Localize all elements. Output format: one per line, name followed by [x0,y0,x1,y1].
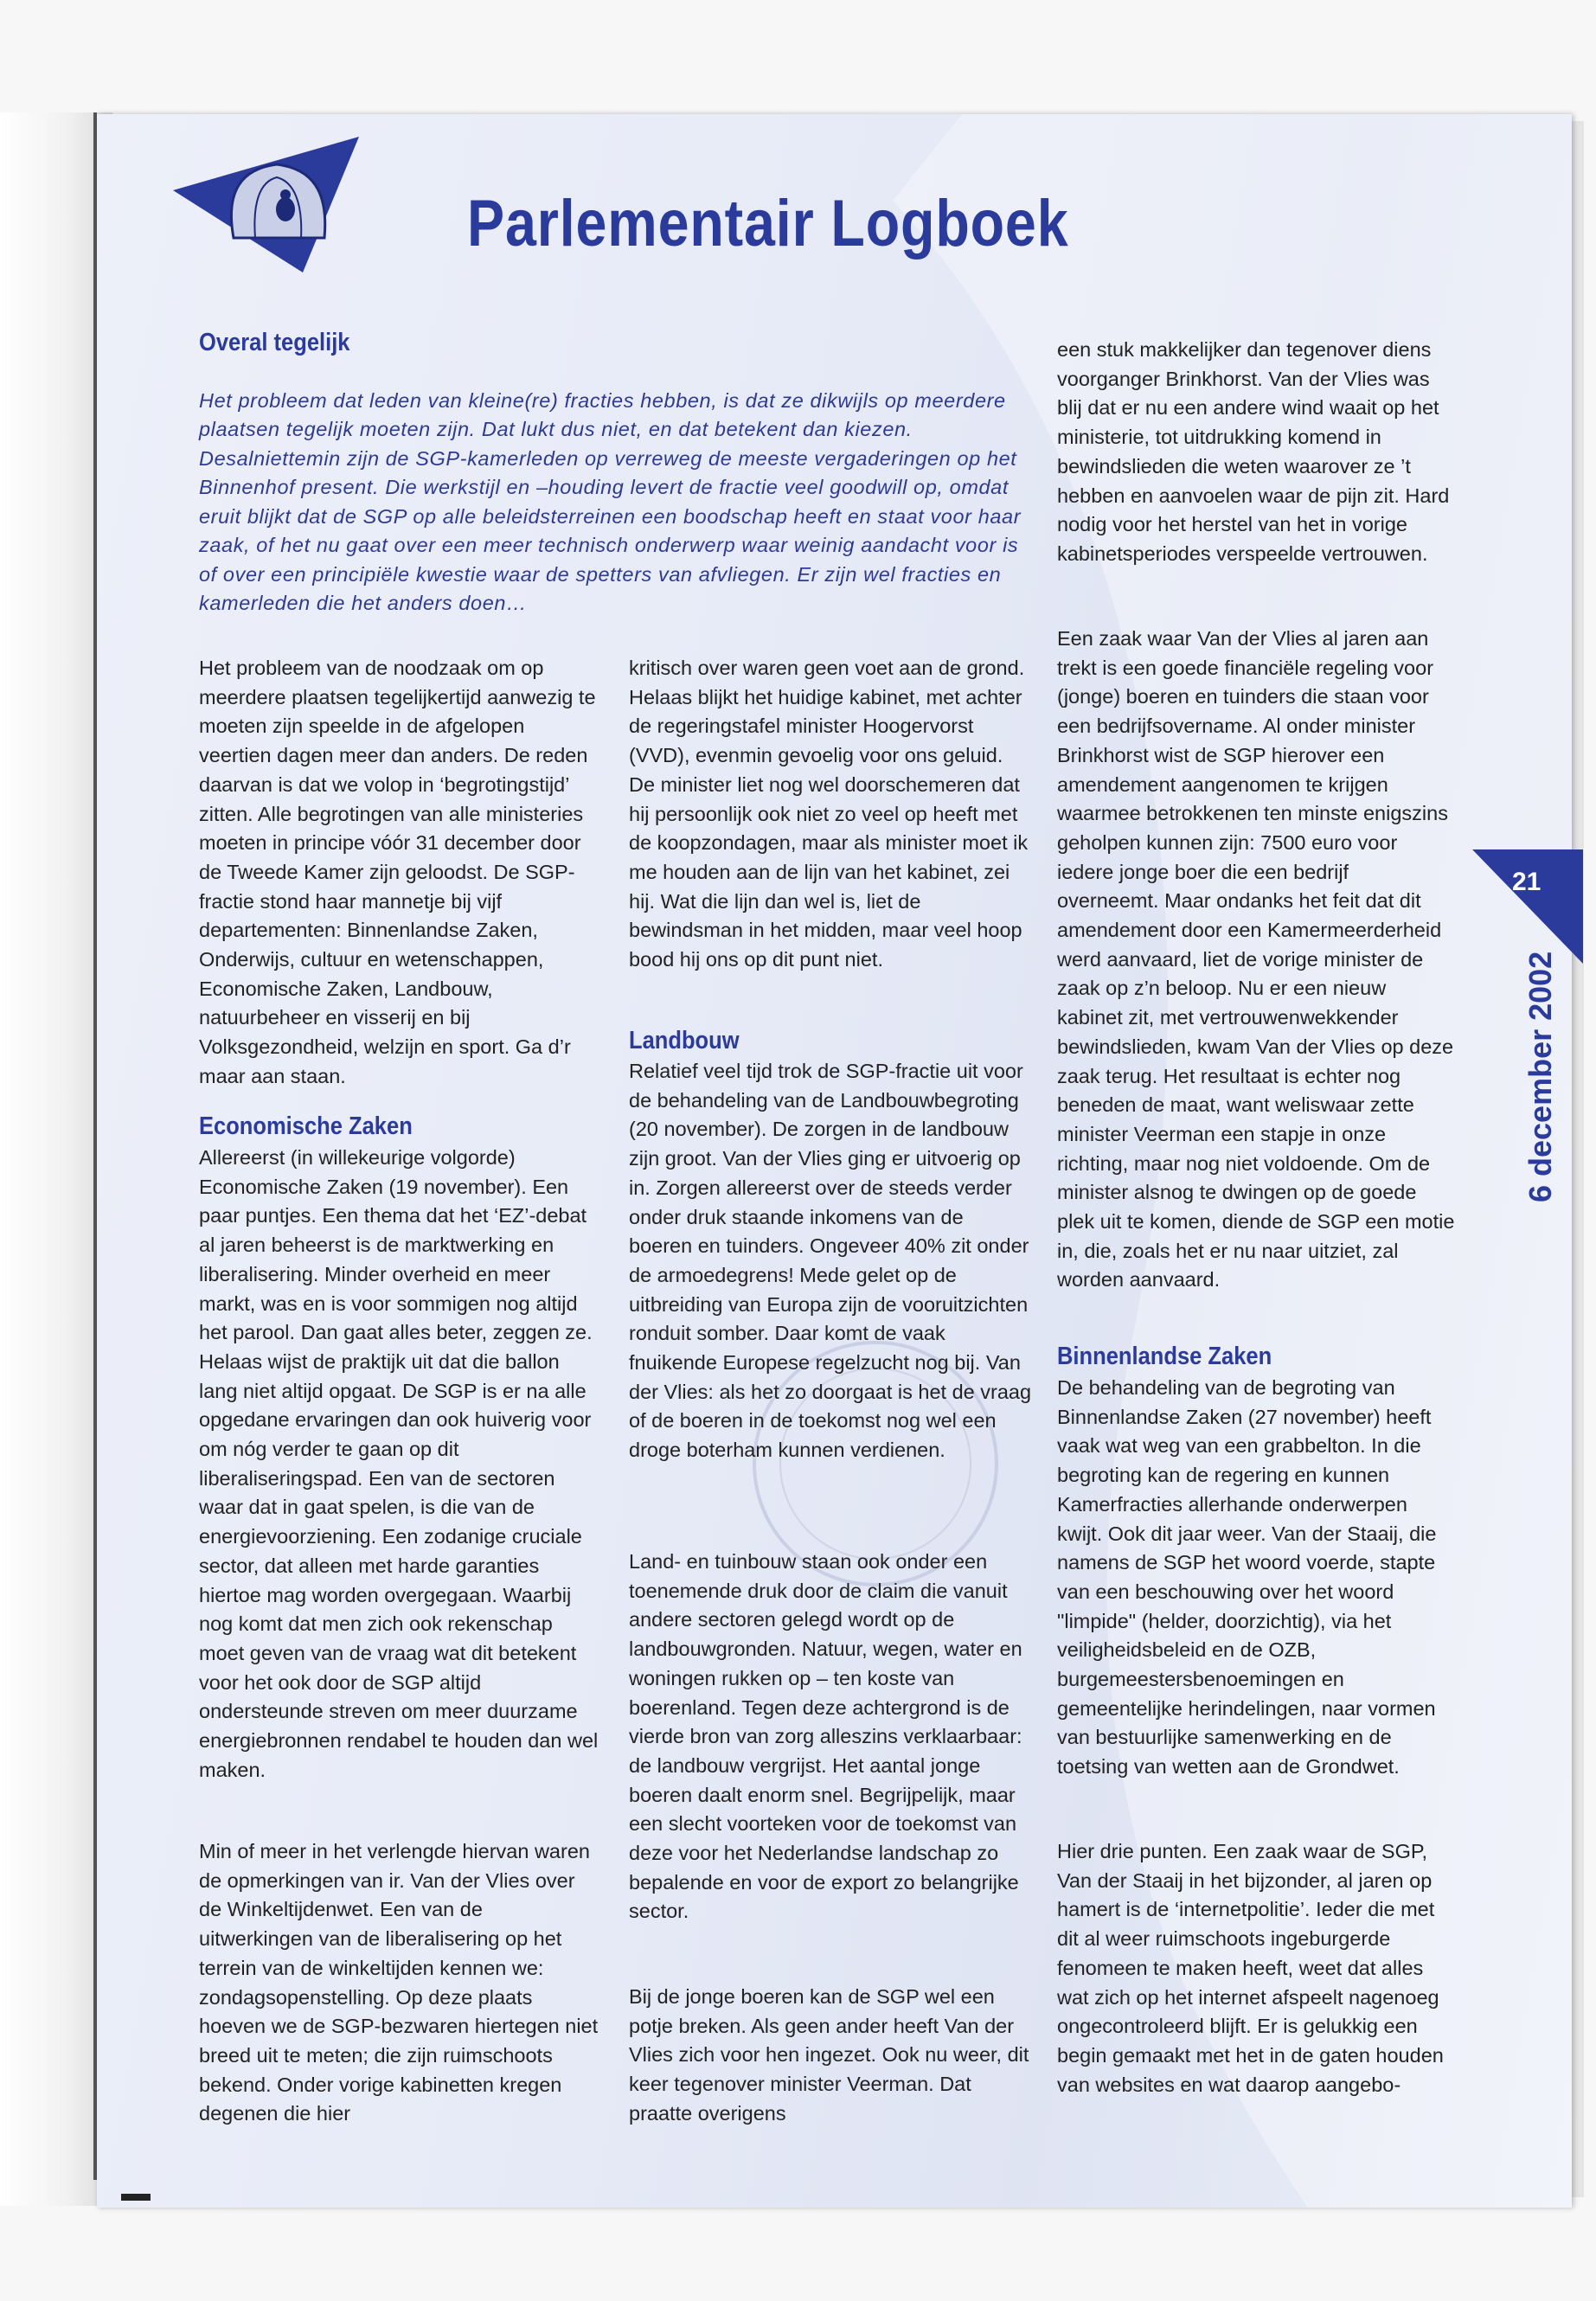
section-heading-economische: Economische Zaken [199,1112,413,1140]
shield-emblem-icon [173,130,381,277]
section-heading-landbouw: Landbouw [629,1027,740,1054]
body-paragraph: Allereerst (in willekeurige volgorde) Economische Zaken (19 november). Een paar puntjes. Een thema dat het ‘EZ’-debat al jaren beheerst is de marktwerking en liberalisering. Minder overheid en meer markt, was en is voor sommigen nog altijd het parool. Dan gaat alles beter, zeggen ze. Helaas wijst de praktijk uit dat die ballon lang niet altijd opgaat. De SGP is er na alle opgedane ervaringen dan ook huiverig voor om nóg verder te gaan op dit liberaliseringspad. Een van de sectoren waar dat in gaat spelen, is die van de energievoorziening. Een zodanige cruciale sector, dat alleen met harde garanties hiertoe mag worden overgegaan. Waarbij nog komt dat men zich ook rekenschap moet geven van de vraag wat dit betekent voor het ook door de SGP altijd ondersteunde streven om meer duurzame energiebronnen rendabel te houden dan wel maken. [199,1146,599,1781]
body-paragraph: Een zaak waar Van der Vlies al jaren aan trekt is een goede financiële regeling voor (jonge) boeren en tuinders die staan voor een bedrijfsovername. Al onder minister Brinkhorst wist de SGP hierover een amendement aangenomen te krijgen waarmee betrokkenen ten minste enigszins geholpen kunnen zijn: 7500 euro voor iedere jonge boer die een bedrijf overneemt. Maar ondanks het feit dat dit amendement door een Kamermeerderheid werd aanvaard, liet de vorige minister de zaak op z’n beloop. Nu er een nieuw kabinet zit, met vertrouwenwekkender bewindslieden, kwam Van der Vlies op deze zaak terug. Het resultaat is echter nog beneden de maat, want weliswaar zette minister Veerman een stapje in onze richting, maar nog niet voldoende. Om de minister alsnog te dwingen op de goede plek uit te komen, diende de SGP een motie in, die, zoals het er nu naar uitziet, zal worden aanvaard. [1057,627,1455,1292]
page-edge [1572,121,1584,2197]
body-paragraph: Relatief veel tijd trok de SGP-fractie uit voor de behandeling van de Landbouwbegroting (20 november). De zorgen in de landbouw zijn groot. Van der Vlies ging er uitvoerig op in. Zorgen allereerst over de steeds verder onder druk staande inkomens van de boeren en tuinders. Ongeveer 40% zit onder de armoedegrens! Mede gelet op de uitbreiding van Europa zijn de vooruitzichten ronduit somber. Daar komt de vaak fnuikende Europese regelzucht nog bij. Van der Vlies: als het zo doorgaat is het de vraag of de boeren in de toekomst nog wel een droge boterham kunnen verdienen. [629,1060,1032,1462]
page-number: 21 [1512,868,1542,896]
page-title: Parlementair Logboek [467,187,1069,260]
section-heading-binnenlandse: Binnenlandse Zaken [1057,1343,1272,1370]
issue-date: 6 december 2002 [1522,951,1558,1202]
body-paragraph: Hier drie punten. Een zaak waar de SGP, Van der Staaij in het bijzonder, al jaren op hamert is de ‘internetpolitie’. Ieder die met dit al weer ruimschoots ingeburgerde fenomeen te maken heeft, weet dat alles wat zich op het internet afspeelt nagenoeg ongecontroleerd blijft. Er is gelukkig een begin gemaakt met het in de gaten houden van websites en wat daarop aangebo- [1057,1840,1444,2096]
body-paragraph: Min of meer in het verlengde hiervan waren de opmerkingen van ir. Van der Vlies over de Winkeltijdenwet. Een van de uitwerkingen van de liberalisering op het terrein van de winkeltijden kennen we: zondagsopenstelling. Op deze plaats hoeven we de SGP-bezwaren hiertegen niet breed uit te meten; die zijn ruimschoots bekend. Onder vorige kabinetten kregen degenen die hier [199,1840,599,2125]
body-paragraph: een stuk makkelijker dan tegenover diens voorganger Brinkhorst. Van der Vlies was blij dat er nu een andere wind waait op het ministerie, tot uitdrukking komend in bewindslieden die weten waarover ze ’t hebben en aanvoelen waar de pijn zit. Hard nodig voor het herstel van het in vorige kabinetsperiodes verspeelde vertrouwen. [1057,338,1450,565]
body-paragraph: Land- en tuinbouw staan ook onder een toenemende druk door de claim die vanuit andere sectoren gelegd wordt op de landbouwgronden. Natuur, wegen, water en woningen rukken op – ten koste van boerenland. Tegen deze achtergrond is de vierde bron van zorg alleszins verklaarbaar: de landbouw vergrijst. Het aantal jonge boeren daalt enorm snel. Begrijpelijk, maar een slecht voorteken voor de toekomst van deze voor het Nederlandse landschap zo bepalende en voor de export zo belangrijke sector. [629,1550,1022,1923]
section-heading-overal: Overal tegelijk [199,329,350,356]
body-paragraph: Het probleem van de noodzaak om op meerdere plaatsen tegelijkertijd aanwezig te moeten zijn speelde in de afgelopen veertien dagen meer dan anders. De reden daarvan is dat we volop in ‘begrotingstijd’ zitten. Alle begrotingen van alle ministeries moeten in principe vóór 31 december door de Tweede Kamer zijn geloodst. De SGP-fractie stond haar mannetje bij vijf departementen: Binnenlandse Zaken, Onderwijs, cultuur en wetenschappen, Economische Zaken, Landbouw, natuurbeheer en visserij en bij Volksgezondheid, welzijn en sport. Ga d’r maar aan staan. [199,657,596,1087]
body-paragraph: De behandeling van de begroting van Binnenlandse Zaken (27 november) heeft vaak wat weg van een grabbelton. In die begroting kan de regering en kunnen Kamerfracties allerhande onderwerpen kwijt. Ook dit jaar weer. Van der Staaij, die namens de SGP het woord voerde, stapte van een beschouwing over het woord "limpide" (helder, doorzichtig), via het veiligheidsbeleid en de OZB, burgemeestersbenoemingen en gemeentelijke herindelingen, naar vormen van bestuurlijke samenwerking en de toetsing van wetten aan de Grondwet. [1057,1376,1437,1779]
page-number-tab [1472,849,1583,964]
body-paragraph: kritisch over waren geen voet aan de grond. Helaas blijkt het huidige kabinet, met achter de regeringstafel minister Hoogervorst (VVD), evenmin gevoelig voor ons geluid. De minister liet nog wel doorschemeren dat hij persoonlijk ook niet zo veel op heeft met de koopzondagen, maar als minister moet ik me houden aan de lijn van het kabinet, zei hij. Wat die lijn dan wel is, liet de bewindsman in het midden, maar veel hoop bood hij ons op dit punt niet. [629,657,1029,971]
intro-paragraph: Het probleem dat leden van kleine(re) fracties hebben, is dat ze dikwijls op meerdere plaatsen tegelijk moeten zijn. Dat lukt dus niet, en dat betekent dan kiezen. Desalniettemin zijn de SGP-kamerleden op verreweg de meeste vergaderingen op het Binnenhof present. Die werkstijl en –houding levert de fractie veel goodwill op, omdat eruit blijkt dat de SGP op alle beleidsterreinen een boodschap heeft en staat voor haar zaak, of het nu gaat over een meer technisch onderwerp waar weinig aandacht voor is of over een principiële kwestie waar de spetters van afvliegen. Er zijn wel fracties en kamerleden die het anders doen… [199,388,1022,614]
print-mark [121,2194,151,2201]
body-paragraph: Bij de jonge boeren kan de SGP wel een potje breken. Als geen ander heeft Van der Vlies zich voor hen ingezet. Ook nu weer, dit keer tegenover minister Veerman. Dat praatte overigens [629,1985,1029,2125]
